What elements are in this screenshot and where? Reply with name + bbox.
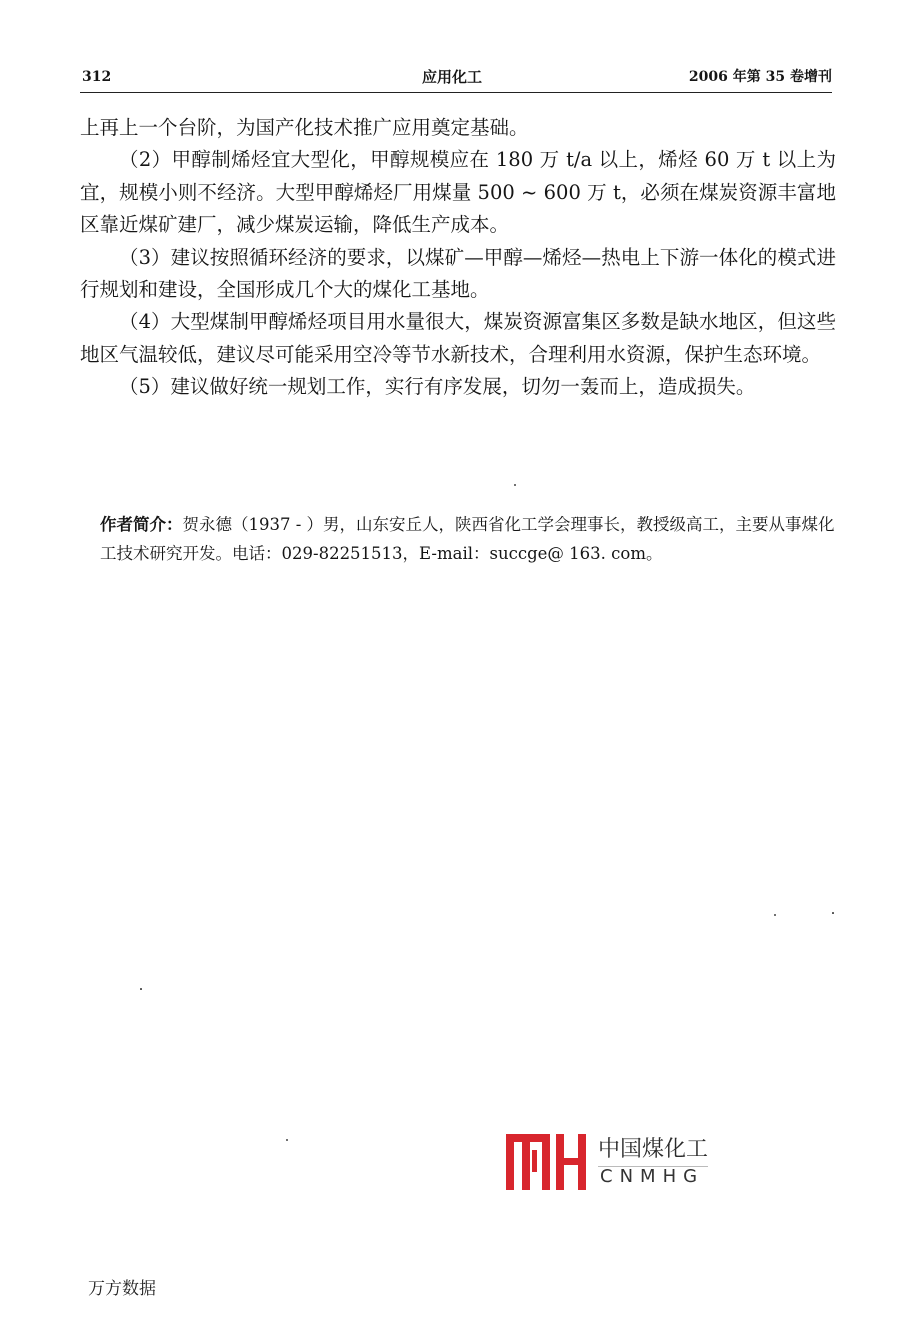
author-bio-label: 作者简介： xyxy=(100,515,183,534)
page-number: 312 xyxy=(82,69,112,85)
article-body xyxy=(80,112,836,404)
cnmhg-logo xyxy=(506,1130,726,1192)
scan-speck xyxy=(140,988,142,990)
header-divider xyxy=(80,92,832,93)
scan-speck xyxy=(286,1139,288,1141)
scan-speck xyxy=(514,484,516,486)
author-bio-text: 贺永德（1937 - ）男，山东安丘人，陕西省化工学会理事长，教授级高工，主要从事煤化工技术研究开发。电话：029-82251513，E-mail：succge@ 163. com。 xyxy=(100,515,835,563)
scan-speck xyxy=(774,914,776,916)
source-watermark: 万方数据 xyxy=(88,1279,156,1299)
paragraph-item-2: （2）甲醇制烯烃宜大型化，甲醇规模应在 180 万 t/a 以上，烯烃 60 万 t 以上为宜，规模小则不经济。大型甲醇烯烃厂用煤量 500 ~ 600 万 t，必须在煤炭资源丰富地区靠近煤矿建厂，减少煤炭运输，降低生产成本。 xyxy=(80,148,836,237)
mh-logo-icon xyxy=(506,1130,590,1192)
issue-info: 2006 年第 35 卷增刊 xyxy=(688,69,832,85)
logo-english-name: CNMHG xyxy=(600,1166,705,1187)
author-bio xyxy=(100,510,835,568)
logo-chinese-name: 中国煤化工 xyxy=(598,1132,708,1167)
scan-speck xyxy=(832,912,834,914)
paragraph-item-4: （4）大型煤制甲醇烯烃项目用水量很大，煤炭资源富集区多数是缺水地区，但这些地区气温较低，建议尽可能采用空冷等节水新技术，合理利用水资源，保护生态环境。 xyxy=(80,310,836,366)
journal-name: 应用化工 xyxy=(421,68,482,86)
paragraph-continuation: 上再上一个台阶，为国产化技术推广应用奠定基础。 xyxy=(80,116,529,139)
paragraph-item-3: （3）建议按照循环经济的要求，以煤矿—甲醇—烯烃—热电上下游一体化的模式进行规划和建设，全国形成几个大的煤化工基地。 xyxy=(80,245,836,302)
paragraph-item-5: （5）建议做好统一规划工作，实行有序发展，切勿一轰而上，造成损失。 xyxy=(119,375,756,399)
